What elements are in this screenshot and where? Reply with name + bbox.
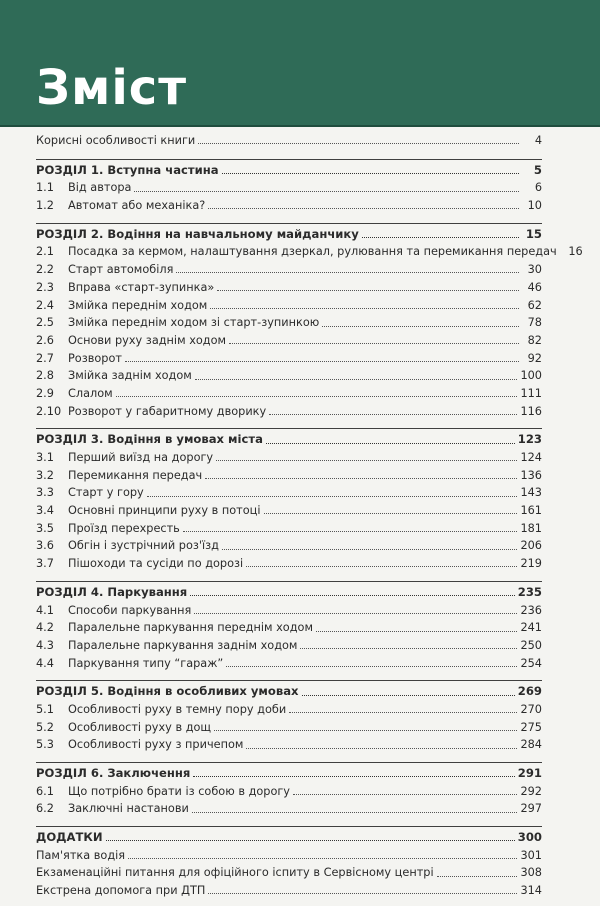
item-page: 100 (520, 369, 542, 383)
item-label: Обгін і зустрічний роз'їзд (68, 539, 219, 553)
section-divider (36, 680, 542, 681)
item-page: 124 (520, 451, 542, 464)
item-number: 3.1 (36, 451, 54, 464)
item-number: 3.3 (36, 486, 54, 500)
dot-leader (222, 549, 518, 550)
section-page: 269 (517, 684, 542, 699)
toc-item-row[interactable] (36, 701, 542, 719)
dot-leader (293, 794, 517, 795)
item-label: Паралельне паркування заднім ходом (68, 638, 298, 652)
dot-leader (217, 290, 519, 291)
item-number: 1.1 (36, 181, 54, 195)
item-page: 301 (520, 848, 542, 862)
section-page: 235 (517, 584, 542, 599)
dot-leader (205, 478, 517, 479)
item-number: 2.6 (36, 333, 54, 347)
item-page: 92 (527, 351, 542, 365)
toc-item-row[interactable] (36, 179, 542, 197)
item-label: Старт автомобіля (68, 263, 174, 277)
dot-leader (208, 893, 517, 894)
dot-leader (210, 308, 519, 309)
item-label: Проїзд перехресть (68, 521, 180, 535)
toc-section-row[interactable] (36, 829, 542, 847)
dot-leader (194, 613, 517, 614)
toc-section-row[interactable] (36, 765, 542, 783)
toc-intro-label: Корисні особливості книги (36, 134, 196, 147)
dot-leader (269, 414, 517, 415)
toc-item-row[interactable] (36, 243, 583, 261)
item-page: 284 (520, 738, 542, 752)
toc-item-row[interactable] (36, 484, 542, 502)
toc-section-row[interactable] (36, 431, 542, 449)
section-number: РОЗДІЛ 6. (36, 766, 104, 780)
toc-item-row[interactable] (36, 619, 542, 637)
item-page: 275 (520, 720, 542, 734)
item-number: 5.3 (36, 738, 54, 752)
item-page: 241 (520, 621, 542, 635)
dot-leader (264, 513, 518, 514)
section-page: 291 (517, 766, 542, 780)
item-number: 2.10 (36, 404, 62, 418)
item-number: 3.6 (36, 539, 54, 553)
toc-item-row[interactable] (36, 279, 542, 297)
section-page: 123 (517, 432, 542, 447)
dot-leader (226, 666, 517, 667)
item-label: Розворот у габаритному дворику (68, 404, 267, 418)
toc-section-row[interactable] (36, 683, 542, 701)
section-number: РОЗДІЛ 3. (36, 432, 104, 447)
dot-leader (266, 443, 515, 444)
item-label: Основні принципи руху в потоці (68, 504, 261, 518)
item-number: 2.1 (36, 245, 54, 259)
item-page: 116 (520, 404, 542, 418)
item-number: 5.1 (36, 702, 54, 716)
section-title: Водіння в особливих умовах (107, 684, 299, 699)
toc-section-row[interactable] (36, 226, 542, 244)
item-number: 5.2 (36, 720, 54, 734)
item-label: Паркування типу “гараж” (68, 656, 224, 670)
section-gap (36, 900, 542, 906)
item-page: 10 (527, 199, 542, 213)
item-page: 314 (520, 884, 542, 898)
section-title: ДОДАТКИ (36, 830, 103, 845)
section-title: Заключення (107, 766, 191, 780)
toc-item-row[interactable] (36, 502, 542, 520)
item-page: 30 (527, 263, 542, 277)
section-number: РОЗДІЛ 5. (36, 684, 104, 699)
item-number: 4.3 (36, 638, 54, 652)
dot-leader (183, 531, 518, 532)
item-page: 206 (520, 539, 542, 553)
dot-leader (214, 730, 517, 731)
item-number: 3.7 (36, 557, 54, 571)
item-page: 219 (520, 557, 542, 571)
dot-leader (302, 695, 515, 696)
item-page: 16 (568, 245, 583, 259)
item-number: 4.4 (36, 656, 54, 670)
dot-leader (437, 876, 518, 877)
item-page: 111 (520, 386, 542, 400)
toc-item-row[interactable] (36, 555, 542, 573)
dot-leader (216, 460, 517, 461)
item-number: 3.5 (36, 521, 54, 535)
section-divider (36, 762, 542, 763)
toc-item-row[interactable] (36, 449, 542, 467)
toc-section-row[interactable] (36, 584, 542, 602)
header-banner (0, 0, 600, 127)
toc-item-row[interactable] (36, 367, 542, 385)
toc-intro-page: 4 (534, 134, 542, 147)
item-page: 6 (534, 181, 542, 195)
dot-leader (192, 812, 518, 813)
item-number: 2.2 (36, 263, 54, 277)
toc-intro-row[interactable] (36, 132, 542, 150)
toc-item-row[interactable] (36, 467, 542, 485)
dot-leader (289, 712, 517, 713)
item-label: Автомат або механіка? (68, 199, 206, 213)
toc-item-row[interactable] (36, 847, 542, 865)
dot-leader (190, 595, 515, 596)
item-page: 143 (520, 486, 542, 500)
item-label: Екзаменаційні питання для офіційного іспиту в Сервісному центрі (36, 866, 434, 880)
toc-item-row[interactable] (36, 800, 542, 818)
dot-leader (106, 840, 515, 841)
item-label: Перемикання передач (68, 468, 203, 482)
dot-leader (316, 631, 517, 632)
item-page: 270 (520, 702, 542, 716)
section-number: РОЗДІЛ 1. (36, 162, 104, 177)
item-page: 82 (527, 333, 542, 347)
item-label: Від автора (68, 181, 132, 195)
item-label: Особливості руху в темну пору доби (68, 702, 287, 716)
toc-item-row[interactable] (36, 882, 542, 900)
item-page: 181 (520, 521, 542, 535)
item-page: 308 (520, 866, 542, 880)
item-number: 6.1 (36, 784, 54, 798)
item-label: Пішоходи та сусіди по дорозі (68, 557, 244, 571)
page-title: Зміст (36, 60, 188, 116)
item-page: 236 (520, 603, 542, 617)
toc-item-row[interactable] (36, 197, 542, 215)
dot-leader (125, 361, 519, 362)
item-number: 2.9 (36, 386, 54, 400)
item-label: Екстрена допомога при ДТП (36, 884, 206, 898)
dot-leader (198, 143, 519, 144)
item-number: 3.2 (36, 468, 54, 482)
item-label: Вправа «старт-зупинка» (68, 280, 215, 294)
dot-leader (128, 858, 517, 859)
toc-section-row[interactable] (36, 162, 542, 180)
section-title: Паркування (107, 584, 188, 599)
item-label: Змійка переднім ходом зі старт-зупинкою (68, 316, 320, 330)
item-page: 297 (520, 802, 542, 816)
item-label: Особливості руху з причепом (68, 738, 244, 752)
toc-item-row[interactable] (36, 314, 542, 332)
toc-item-row[interactable] (36, 736, 542, 754)
toc-item-row[interactable] (36, 350, 542, 368)
table-of-contents (36, 132, 583, 906)
item-number: 4.2 (36, 621, 54, 635)
dot-leader (222, 173, 519, 174)
item-number: 3.4 (36, 504, 54, 518)
dot-leader (195, 379, 518, 380)
item-number: 1.2 (36, 199, 54, 213)
section-title: Вступна частина (107, 162, 219, 177)
section-divider (36, 428, 542, 429)
item-page: 161 (520, 504, 542, 518)
item-number: 4.1 (36, 603, 54, 617)
item-label: Паралельне паркування переднім ходом (68, 621, 313, 635)
toc-item-row[interactable] (36, 602, 542, 620)
dot-leader (134, 191, 519, 192)
dot-leader (176, 272, 519, 273)
toc-item-row[interactable] (36, 332, 542, 350)
toc-item-row[interactable] (36, 655, 542, 673)
toc-item-row[interactable] (36, 385, 542, 403)
section-divider (36, 826, 542, 827)
item-label: Заключні настанови (68, 802, 189, 816)
item-label: Особливості руху в дощ (68, 720, 212, 734)
toc-item-row[interactable] (36, 783, 542, 801)
item-number: 2.5 (36, 316, 54, 330)
section-title: Водіння в умовах міста (107, 432, 263, 447)
item-page: 78 (527, 316, 542, 330)
toc-item-row[interactable] (36, 537, 542, 555)
section-divider (36, 223, 542, 224)
item-label: Перший виїзд на дорогу (68, 451, 214, 464)
item-label: Основи руху заднім ходом (68, 333, 227, 347)
item-page: 292 (520, 784, 542, 798)
dot-leader (116, 396, 518, 397)
section-divider (36, 159, 542, 160)
item-number: 2.8 (36, 369, 54, 383)
item-number: 6.2 (36, 802, 54, 816)
section-number: РОЗДІЛ 2. (36, 226, 104, 241)
dot-leader (322, 326, 519, 327)
item-label: Посадка за кермом, налаштування дзеркал, рулювання та перемикання передач (68, 245, 557, 259)
item-label: Старт у гору (68, 486, 144, 500)
dot-leader (246, 748, 517, 749)
section-page: 300 (517, 830, 542, 845)
section-number: РОЗДІЛ 4. (36, 584, 104, 599)
dot-leader (147, 496, 518, 497)
item-label: Змійка заднім ходом (68, 369, 192, 383)
item-label: Способи паркування (68, 603, 192, 617)
dot-leader (229, 343, 519, 344)
item-page: 46 (527, 280, 542, 294)
toc-item-row[interactable] (36, 864, 542, 882)
item-number: 2.7 (36, 351, 54, 365)
toc-item-row[interactable] (36, 297, 542, 315)
toc-item-row[interactable] (36, 520, 542, 538)
toc-item-row[interactable] (36, 403, 542, 421)
section-title: Водіння на навчальному майданчику (107, 226, 359, 241)
item-label: Слалом (68, 386, 113, 400)
item-page: 254 (520, 656, 542, 670)
item-label: Пам'ятка водія (36, 848, 126, 862)
item-label: Розворот (68, 351, 122, 365)
toc-item-row[interactable] (36, 261, 542, 279)
section-page: 15 (525, 226, 542, 241)
dot-leader (300, 648, 517, 649)
item-number: 2.4 (36, 298, 54, 312)
section-page: 5 (533, 162, 542, 177)
section-divider (36, 581, 542, 582)
item-page: 136 (520, 468, 542, 482)
dot-leader (193, 776, 514, 777)
item-page: 62 (527, 298, 542, 312)
dot-leader (362, 237, 519, 238)
item-number: 2.3 (36, 280, 54, 294)
item-label: Змійка переднім ходом (68, 298, 208, 312)
toc-item-row[interactable] (36, 719, 542, 737)
toc-item-row[interactable] (36, 637, 542, 655)
item-page: 250 (520, 638, 542, 652)
item-label: Що потрібно брати із собою в дорогу (68, 784, 290, 798)
dot-leader (246, 566, 517, 567)
dot-leader (208, 208, 519, 209)
